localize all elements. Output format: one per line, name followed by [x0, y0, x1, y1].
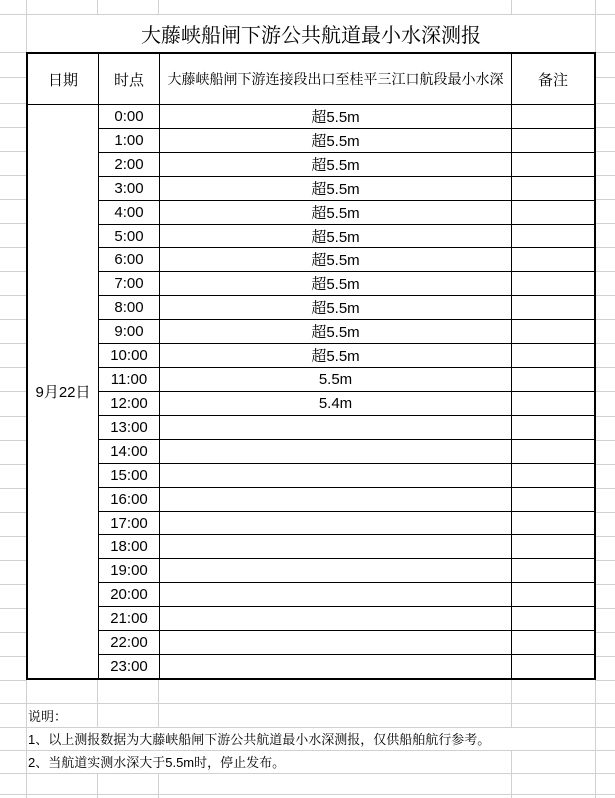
gridline [595, 223, 615, 224]
time-cell[interactable]: 20:00 [98, 582, 159, 606]
remark-cell[interactable] [511, 224, 594, 248]
note-item-2: 2、当航道实测水深大于5.5m时，停止发布。 [28, 755, 286, 770]
depth-cell[interactable] [159, 463, 511, 487]
time-cell[interactable]: 2:00 [98, 152, 159, 176]
remark-cell[interactable] [511, 439, 594, 463]
depth-cell[interactable]: 超5.5m [159, 271, 511, 295]
gridline [595, 151, 615, 152]
depth-cell[interactable]: 超5.5m [159, 128, 511, 152]
depth-cell[interactable]: 5.4m [159, 391, 511, 415]
gridline [0, 199, 26, 200]
gridline [595, 0, 596, 14]
gridline [0, 343, 26, 344]
time-cell[interactable]: 21:00 [98, 606, 159, 630]
gridline [595, 680, 596, 798]
time-cell[interactable]: 22:00 [98, 630, 159, 654]
gridline [595, 52, 615, 53]
gridline [595, 584, 615, 585]
time-cell[interactable]: 17:00 [98, 511, 159, 535]
note-item-1: 1、以上测报数据为大藤峡船闸下游公共航道最小水深测报，仅供船舶航行参考。 [28, 732, 491, 747]
gridline [0, 584, 26, 585]
time-cell[interactable]: 6:00 [98, 247, 159, 271]
gridline [595, 319, 615, 320]
remark-cell[interactable] [511, 463, 594, 487]
remark-cell[interactable] [511, 606, 594, 630]
depth-cell[interactable] [159, 606, 511, 630]
time-cell[interactable]: 15:00 [98, 463, 159, 487]
remark-cell[interactable] [511, 247, 594, 271]
column-header-date[interactable]: 日期 [47, 71, 78, 89]
depth-cell[interactable]: 超5.5m [159, 200, 511, 224]
time-cell[interactable]: 18:00 [98, 534, 159, 558]
depth-cell[interactable]: 超5.5m [159, 176, 511, 200]
gridline [0, 416, 26, 417]
gridline [97, 0, 98, 14]
gridline [511, 0, 512, 14]
remark-cell[interactable] [511, 128, 594, 152]
gridline [595, 536, 615, 537]
remark-cell[interactable] [511, 271, 594, 295]
gridline [595, 271, 615, 272]
gridline [0, 440, 26, 441]
gridline [0, 151, 26, 152]
gridline [0, 127, 26, 128]
gridline [158, 680, 159, 727]
gridline [26, 0, 27, 14]
remark-cell[interactable] [511, 415, 594, 439]
time-cell[interactable]: 7:00 [98, 271, 159, 295]
gridline [595, 77, 615, 78]
time-cell[interactable]: 16:00 [98, 487, 159, 511]
gridline [0, 175, 26, 176]
gridline [0, 77, 26, 78]
depth-cell[interactable]: 超5.5m [159, 104, 511, 128]
gridline [0, 319, 26, 320]
notes-label: 说明： [28, 708, 68, 724]
gridline [0, 608, 26, 609]
remark-cell[interactable] [511, 391, 594, 415]
gridline [0, 680, 26, 681]
gridline [97, 680, 98, 727]
depth-cell[interactable] [159, 654, 511, 678]
gridline [595, 632, 615, 633]
time-cell[interactable]: 12:00 [98, 391, 159, 415]
depth-cell[interactable]: 超5.5m [159, 152, 511, 176]
report-table [26, 52, 596, 680]
gridline [97, 773, 98, 798]
gridline [595, 247, 615, 248]
gridline [0, 488, 26, 489]
gridline [158, 773, 159, 798]
remark-cell[interactable] [511, 367, 594, 391]
gridline [0, 271, 26, 272]
depth-cell[interactable]: 5.5m [159, 367, 511, 391]
gridline [595, 127, 615, 128]
depth-cell[interactable] [159, 558, 511, 582]
column-header-time[interactable]: 时点 [98, 54, 159, 104]
gridline [595, 367, 615, 368]
gridline [0, 560, 26, 561]
gridline [0, 464, 26, 465]
remark-cell[interactable] [511, 487, 594, 511]
time-cell[interactable]: 5:00 [98, 224, 159, 248]
time-cell[interactable]: 23:00 [98, 654, 159, 678]
remark-cell[interactable] [511, 176, 594, 200]
column-header-remark[interactable]: 备注 [511, 54, 594, 104]
gridline [26, 680, 27, 798]
remark-cell[interactable] [511, 558, 594, 582]
gridline [0, 773, 615, 774]
gridline [0, 794, 615, 795]
time-cell[interactable]: 3:00 [98, 176, 159, 200]
gridline [595, 488, 615, 489]
remark-cell[interactable] [511, 582, 594, 606]
gridline [595, 560, 615, 561]
depth-cell[interactable]: 超5.5m [159, 343, 511, 367]
gridline [595, 440, 615, 441]
gridline [595, 680, 615, 681]
gridline [0, 391, 26, 392]
time-cell[interactable]: 10:00 [98, 343, 159, 367]
gridline [595, 512, 615, 513]
depth-cell[interactable] [159, 582, 511, 606]
depth-cell[interactable]: 超5.5m [159, 319, 511, 343]
gridline [595, 464, 615, 465]
remark-cell[interactable] [511, 630, 594, 654]
remark-cell[interactable] [511, 534, 594, 558]
gridline [595, 608, 615, 609]
remark-cell[interactable] [511, 343, 594, 367]
gridline [595, 103, 615, 104]
gridline [0, 367, 26, 368]
time-cell[interactable]: 13:00 [98, 415, 159, 439]
gridline [511, 680, 512, 727]
depth-cell[interactable] [159, 415, 511, 439]
gridline [0, 656, 26, 657]
gridline [0, 223, 26, 224]
gridline [595, 391, 615, 392]
depth-cell[interactable]: 超5.5m [159, 295, 511, 319]
gridline [595, 343, 615, 344]
remark-cell[interactable] [511, 200, 594, 224]
time-cell[interactable]: 14:00 [98, 439, 159, 463]
remark-cell[interactable] [511, 319, 594, 343]
remark-cell[interactable] [511, 511, 594, 535]
gridline [0, 103, 26, 104]
depth-cell[interactable]: 超5.5m [159, 224, 511, 248]
depth-cell[interactable] [159, 511, 511, 535]
remark-cell[interactable] [511, 152, 594, 176]
time-cell[interactable]: 4:00 [98, 200, 159, 224]
gridline [0, 512, 26, 513]
gridline [0, 703, 615, 704]
gridline [595, 295, 615, 296]
remark-cell[interactable] [511, 654, 594, 678]
time-cell[interactable]: 1:00 [98, 128, 159, 152]
gridline [0, 295, 26, 296]
depth-cell[interactable] [159, 439, 511, 463]
report-title: 大藤峡船闸下游公共航道最小水深测报 [141, 24, 481, 47]
gridline [0, 247, 26, 248]
time-cell[interactable]: 0:00 [98, 104, 159, 128]
column-header-depth[interactable]: 大藤峡船闸下游连接段出口至桂平三江口航段最小水深 [159, 54, 511, 104]
gridline [511, 750, 512, 798]
time-cell[interactable]: 19:00 [98, 558, 159, 582]
gridline [0, 536, 26, 537]
depth-cell[interactable] [159, 487, 511, 511]
gridline [595, 199, 615, 200]
remark-cell[interactable] [511, 104, 594, 128]
gridline [158, 0, 159, 14]
gridline [0, 632, 26, 633]
time-cell[interactable]: 9:00 [98, 319, 159, 343]
gridline [595, 416, 615, 417]
gridline [595, 656, 615, 657]
date-cell[interactable]: 9月22日 [28, 104, 98, 678]
remark-cell[interactable] [511, 295, 594, 319]
depth-cell[interactable] [159, 534, 511, 558]
gridline [0, 52, 26, 53]
depth-cell[interactable] [159, 630, 511, 654]
gridline [595, 175, 615, 176]
depth-cell[interactable]: 超5.5m [159, 247, 511, 271]
time-cell[interactable]: 8:00 [98, 295, 159, 319]
time-cell[interactable]: 11:00 [98, 367, 159, 391]
